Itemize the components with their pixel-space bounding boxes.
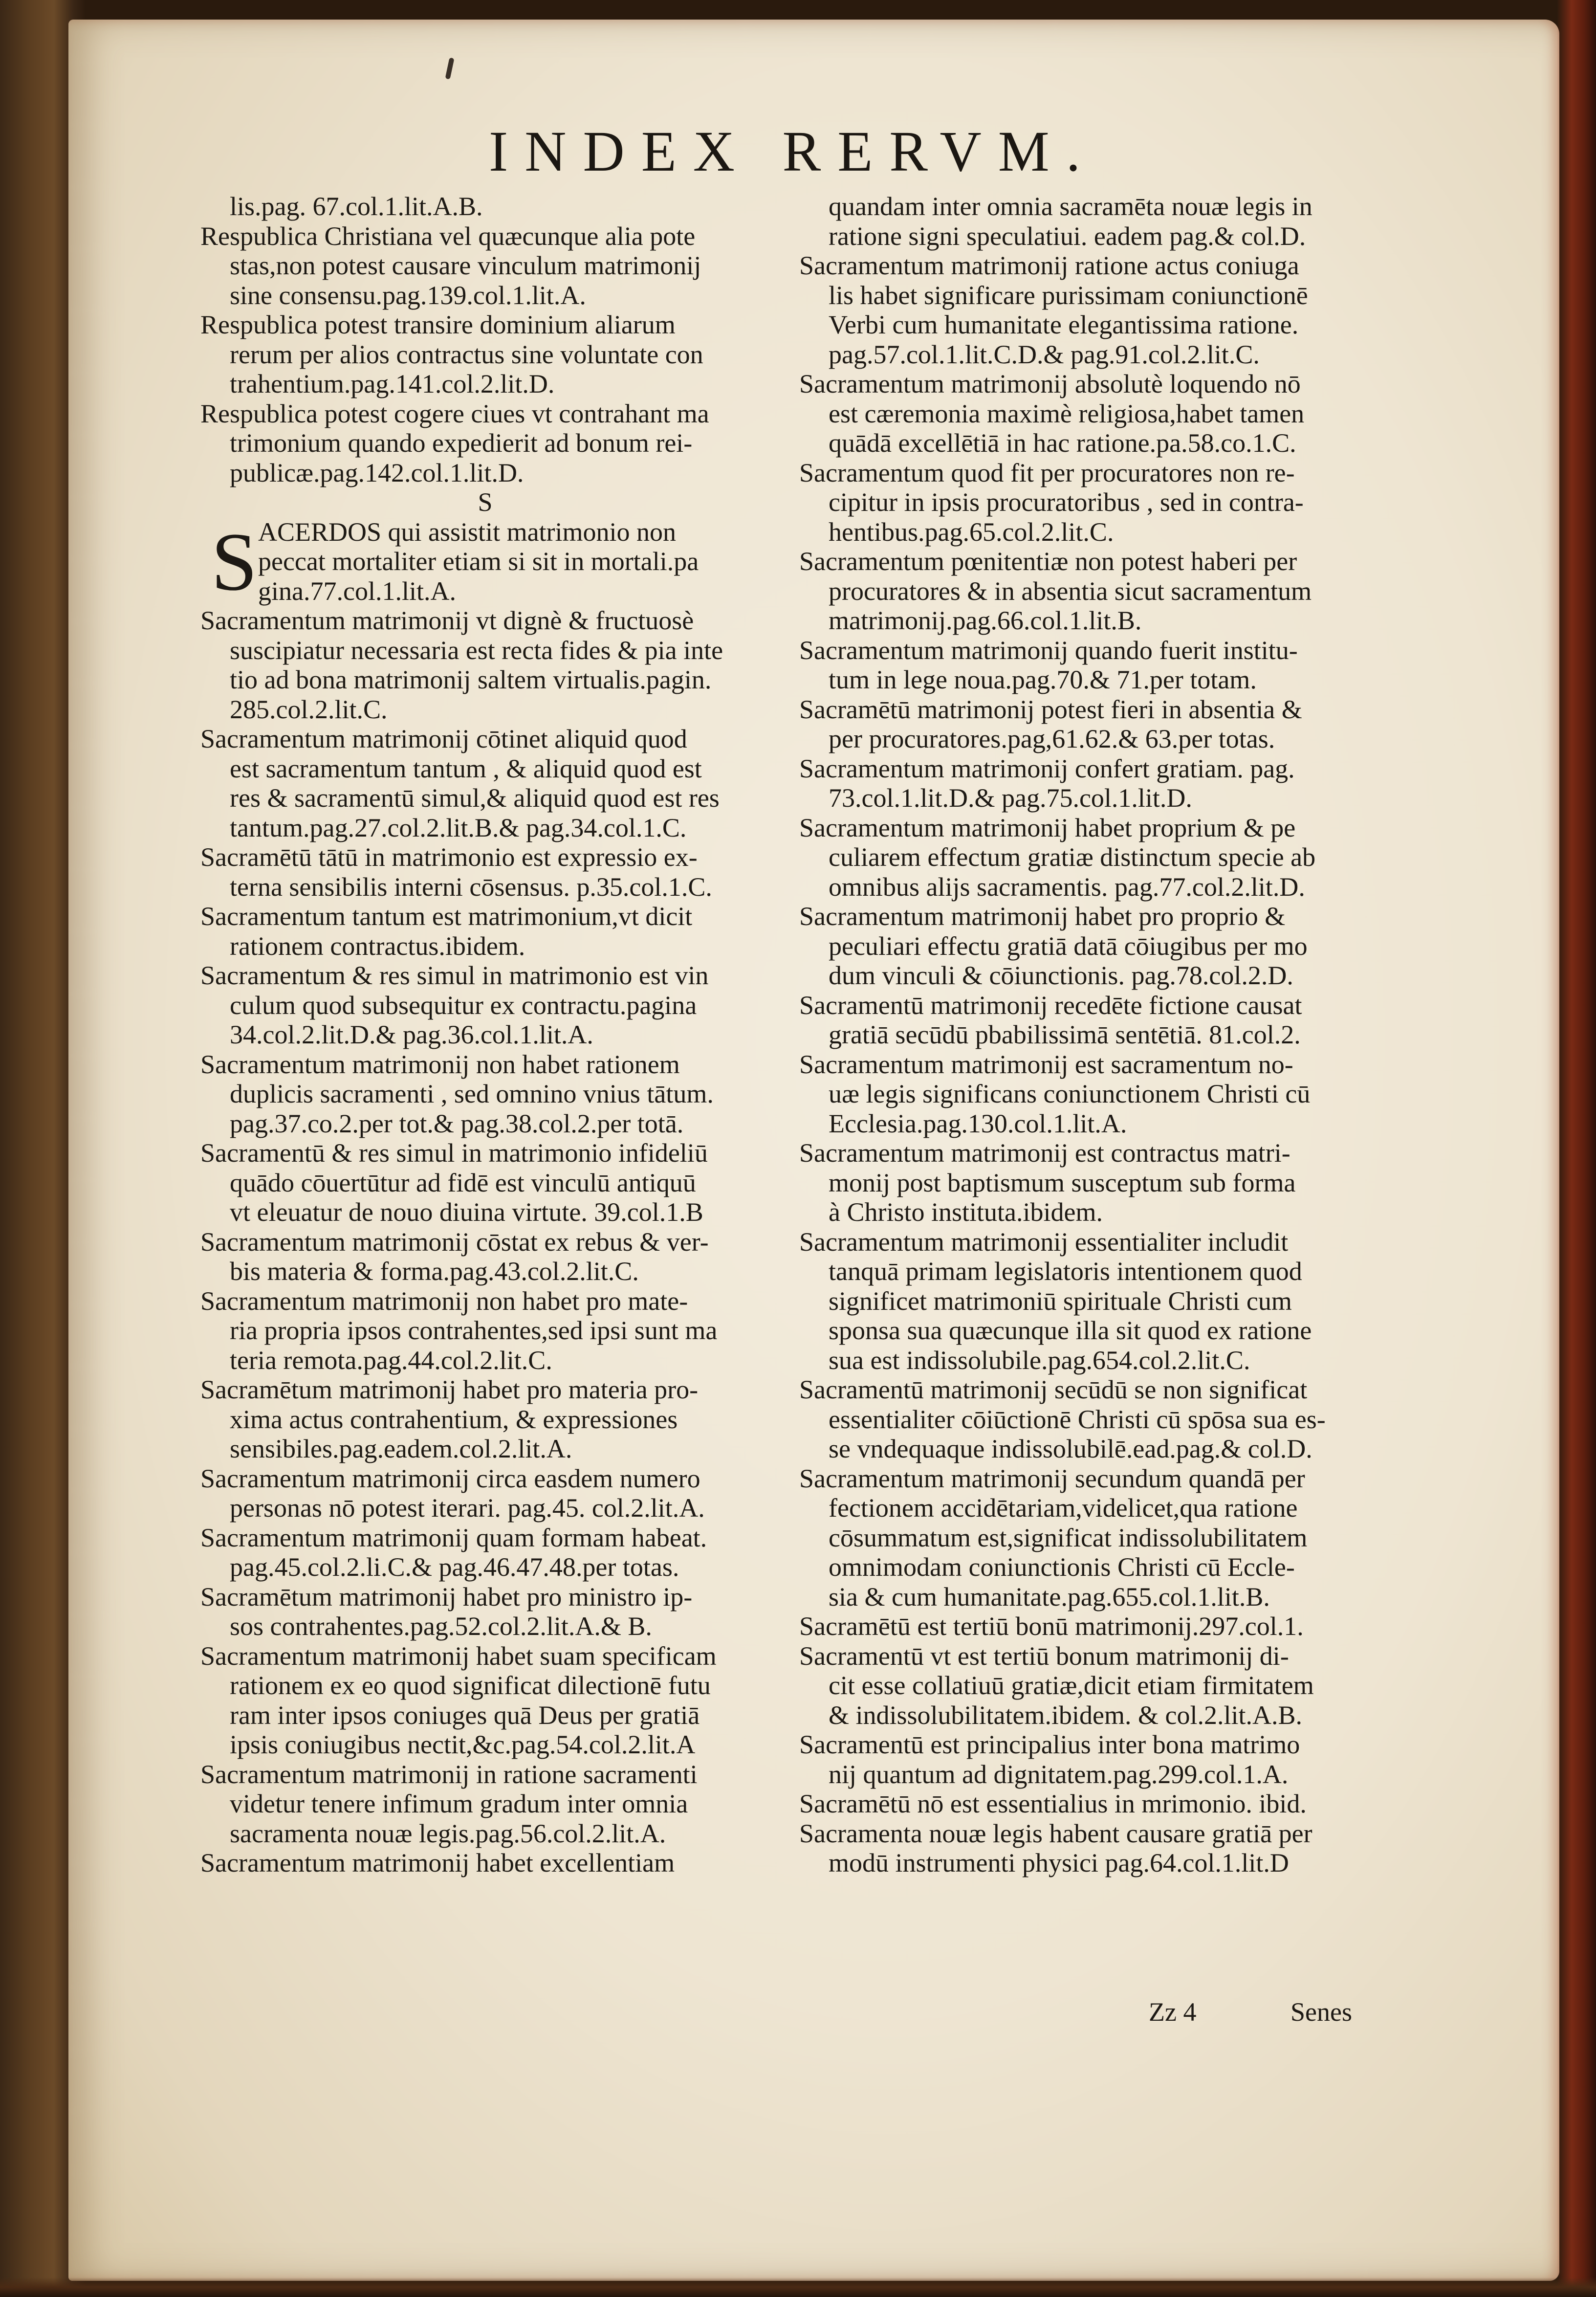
section-letter: S [478, 487, 493, 517]
entry-line: publicæ.pag.142.col.1.lit.D. [230, 458, 524, 487]
entry-line: Sacramētum matrimonij habet pro materia pro- [200, 1375, 699, 1404]
entry-line: bis materia & forma.pag.43.col.2.lit.C. [230, 1257, 639, 1286]
entry-line: Sacramētum matrimonij habet pro ministro ip- [200, 1582, 693, 1612]
entry-line: Ecclesia.pag.130.col.1.lit.A. [829, 1108, 1127, 1138]
entry-line: teria remota.pag.44.col.2.lit.C. [230, 1345, 552, 1375]
entry-line: Sacramentum matrimonij ratione actus coniuga [799, 251, 1299, 280]
entry-line: quādā excellētiā in hac ratione.pa.58.co.1.C. [829, 428, 1296, 458]
entry-line: significet matrimoniū spirituale Christi cum [829, 1286, 1292, 1316]
entry-line: Sacramentum matrimonij absolutè loquendo nō [799, 369, 1301, 398]
entry-line: Sacramentum matrimonij est sacramentum no- [799, 1049, 1293, 1079]
entry-line: nij quantum ad dignitatem.pag.299.col.1.A. [829, 1759, 1289, 1789]
entry-line: Sacramētū est tertiū bonū matrimonij.297.col.1. [799, 1612, 1304, 1641]
page-bottom-edge [0, 2277, 1596, 2297]
index-entry [799, 695, 1374, 754]
entry-line: tantum.pag.27.col.2.lit.B.& pag.34.col.1.C. [230, 813, 687, 842]
index-entry [799, 458, 1374, 547]
entry-line: res & sacramentū simul,& aliquid quod est res [230, 783, 720, 813]
entry-line: Sacramenta nouæ legis habent causare gratiā per [799, 1818, 1312, 1848]
entry-line: per procuratores.pag,61.62.& 63.per totas. [829, 724, 1275, 753]
entry-line: fectionem accidētariam,videlicet,qua ratione [829, 1493, 1298, 1523]
entry-line: peculiari effectu gratiā datā cōiugibus per mo [829, 931, 1308, 961]
entry-line: à Christo instituta.ibidem. [829, 1197, 1103, 1227]
index-entry [799, 636, 1374, 695]
index-entry [799, 192, 1374, 251]
entry-line: tanquā primam legislatoris intentionem quod [829, 1257, 1302, 1286]
entry-line: Sacramētū nō est essentialius in mrimonio. ibid. [799, 1789, 1307, 1818]
entry-line: pag.57.col.1.lit.C.D.& pag.91.col.2.lit.C. [829, 339, 1260, 369]
entry-line: Sacramentum & res simul in matrimonio est vin [200, 961, 709, 990]
entry-line: Sacramentum matrimonij essentialiter includit [799, 1227, 1289, 1257]
entry-line: Sacramentū matrimonij secūdū se non significat [799, 1375, 1308, 1404]
entry-line: Sacramentum matrimonij habet excellentiam [200, 1848, 675, 1877]
entry-line: ipsis coniugibus nectit,&c.pag.54.col.2.lit.A [230, 1730, 696, 1759]
entry-line: quādo cōuertūtur ad fidē est vinculū antiquū [230, 1168, 696, 1197]
entry-line: Sacramentum matrimonij habet proprium & pe [799, 813, 1296, 842]
entry-line: Sacramentum matrimonij non habet rationem [200, 1049, 680, 1079]
index-entry [799, 1464, 1374, 1612]
index-entry [799, 1050, 1374, 1139]
index-entry [799, 1612, 1374, 1641]
entry-line: sia & cum humanitate.pag.655.col.1.lit.B. [829, 1582, 1270, 1612]
index-entry [799, 251, 1374, 369]
index-entry [799, 369, 1374, 458]
entry-line: uæ legis significans coniunctionem Christi cū [829, 1079, 1311, 1108]
entry-line: Sacramentū vt est tertiū bonum matrimonij di- [799, 1641, 1289, 1671]
entry-line: modū instrumenti physici pag.64.col.1.lit.D [829, 1848, 1289, 1877]
index-entry [200, 724, 770, 842]
entry-line: vt eleuatur de nouo diuina virtute. 39.col.1.B [230, 1197, 703, 1227]
index-entry [799, 1641, 1374, 1730]
entry-line: ram inter ipsos coniuges quā Deus per gratiā [230, 1700, 700, 1730]
index-entry [200, 1286, 770, 1375]
entry-line: Sacramentum quod fit per procuratores non re- [799, 458, 1295, 487]
entry-line: duplicis sacramenti , sed omnino vnius tātum. [230, 1079, 714, 1108]
index-entry [200, 399, 770, 488]
entry-line: Sacramentū & res simul in matrimonio infideliū [200, 1138, 708, 1168]
entry-line: stas,non potest causare vinculum matrimonij [230, 251, 701, 280]
index-entry [200, 221, 770, 310]
left-column [200, 192, 770, 1878]
entry-line: Sacramentum tantum est matrimonium,vt dicit [200, 902, 693, 931]
entry-line: Sacramentum matrimonij non habet pro mate- [200, 1286, 688, 1316]
entry-line: peccat mortaliter etiam si sit in mortali.pa [258, 547, 699, 576]
entry-line: omnimodam coniunctionis Christi cū Eccle- [829, 1552, 1295, 1582]
index-entry [200, 1375, 770, 1464]
entry-line: Sacramentum matrimonij habet suam specificam [200, 1641, 717, 1671]
entry-line: rerum per alios contractus sine voluntate con [230, 339, 703, 369]
index-entry [200, 192, 770, 221]
entry-line: Sacramētū tātū in matrimonio est expressio ex- [200, 842, 698, 872]
entry-line: pag.37.co.2.per tot.& pag.38.col.2.per totā. [230, 1108, 684, 1138]
catchword: Senes [1290, 1997, 1352, 2027]
entry-line: trimonium quando expedierit ad bonum rei- [230, 428, 693, 458]
index-entry [200, 1050, 770, 1139]
entry-line: pag.45.col.2.li.C.& pag.46.47.48.per totas. [230, 1552, 679, 1582]
entry-line: Sacramentum matrimonij quam formam habeat. [200, 1523, 707, 1552]
entry-line: suscipiatur necessaria est recta fides & pia inte [230, 635, 723, 665]
entry-line: ACERDOS qui assistit matrimonio non [258, 517, 677, 547]
left-entries-before [200, 192, 770, 487]
right-entries [799, 192, 1374, 1878]
index-entry [799, 1138, 1374, 1227]
entry-line: Sacramentum matrimonij in ratione sacramenti [200, 1759, 698, 1789]
entry-line: Sacramentū est principalius inter bona matrimo [799, 1730, 1300, 1759]
entry-line: Sacramentū matrimonij recedēte fictione causat [799, 990, 1302, 1020]
entry-line: Verbi cum humanitate elegantissima ratione. [829, 310, 1299, 339]
entry-line: Sacramentum matrimonij habet pro proprio & [799, 902, 1286, 931]
entry-line: sine consensu.pag.139.col.1.lit.A. [230, 280, 586, 310]
entry-line: sensibiles.pag.eadem.col.2.lit.A. [230, 1434, 572, 1463]
index-entry [200, 1138, 770, 1227]
entry-line: 34.col.2.lit.D.& pag.36.col.1.lit.A. [230, 1020, 593, 1049]
index-entry [200, 1582, 770, 1641]
entry-line: videtur tenere infimum gradum inter omnia [230, 1789, 688, 1818]
entry-line: gina.77.col.1.lit.A. [258, 576, 456, 606]
entry-line: culum quod subsequitur ex contractu.pagina [230, 990, 697, 1020]
entry-line: personas nō potest iterari. pag.45. col.2.lit.A. [230, 1493, 705, 1523]
index-entry [799, 902, 1374, 991]
index-entry [200, 1227, 770, 1286]
entry-line: Sacramentum matrimonij circa easdem numero [200, 1463, 700, 1493]
ink-stain-mark [445, 57, 455, 79]
entry-line: Sacramentum matrimonij est contractus matri- [799, 1138, 1290, 1168]
entry-line: est sacramentum tantum , & aliquid quod est [230, 753, 702, 783]
entry-line: essentialiter cōiūctionē Christi cū spōsa sua es- [829, 1404, 1326, 1434]
entry-line: Respublica Christiana vel quæcunque alia pote [200, 221, 696, 251]
index-entry [200, 1760, 770, 1849]
left-entries-after [200, 606, 770, 1878]
entry-line: lis.pag. 67.col.1.lit.A.B. [230, 192, 483, 221]
entry-line: gratiā secūdū pbabilissimā sentētiā. 81.col.2. [829, 1020, 1301, 1049]
right-column [799, 192, 1374, 1878]
index-entry [200, 606, 770, 724]
index-entry [799, 1227, 1374, 1375]
entry-line: trahentium.pag.141.col.2.lit.D. [230, 369, 555, 398]
index-entry [799, 754, 1374, 813]
index-entry [799, 547, 1374, 636]
index-entry [200, 961, 770, 1050]
index-entry [799, 1789, 1374, 1819]
index-entry [799, 1375, 1374, 1464]
entry-line: rationem contractus.ibidem. [230, 931, 525, 961]
entry-line: quandam inter omnia sacramēta nouæ legis in [829, 192, 1312, 221]
entry-line: xima actus contrahentium, & expressiones [230, 1404, 678, 1434]
entry-line: Sacramentum matrimonij confert gratiam. pag. [799, 753, 1295, 783]
entry-line: 73.col.1.lit.D.& pag.75.col.1.lit.D. [829, 783, 1192, 813]
entry-line: Sacramentum matrimonij quando fuerit institu- [799, 635, 1298, 665]
entry-line: Sacramentum matrimonij cōstat ex rebus & ver- [200, 1227, 709, 1257]
entry-line: tio ad bona matrimonij saltem virtualis.pagin. [230, 665, 712, 694]
entry-line: omnibus alijs sacramentis. pag.77.col.2.lit.D. [829, 872, 1305, 902]
drop-cap-entry [200, 517, 770, 606]
index-entry [799, 1730, 1374, 1789]
entry-line: tum in lege noua.pag.70.& 71.per totam. [829, 665, 1257, 694]
entry-line: Sacramētū matrimonij potest fieri in absentia & [799, 694, 1302, 724]
entry-line: sua est indissolubile.pag.654.col.2.lit.C. [829, 1345, 1250, 1375]
entry-line: procuratores & in absentia sicut sacramentum [829, 576, 1312, 606]
entry-line: ria propria ipsos contrahentes,sed ipsi sunt ma [230, 1316, 718, 1345]
entry-line: se vndequaque indissolubilē.ead.pag.& col.D. [829, 1434, 1312, 1463]
index-entry [799, 1819, 1374, 1878]
entry-line: Respublica potest cogere ciues vt contrahant ma [200, 398, 709, 428]
signature-mark: Zz 4 [1149, 1997, 1197, 2027]
index-entry [200, 310, 770, 399]
entry-line: cipitur in ipsis procuratoribus , sed in contra- [829, 487, 1304, 517]
entry-line: culiarem effectum gratiæ distinctum specie ab [829, 842, 1316, 872]
entry-line: Respublica potest transire dominium aliarum [200, 310, 676, 339]
entry-line: rationem ex eo quod significat dilectionē futu [230, 1671, 711, 1700]
index-entry [200, 1641, 770, 1760]
entry-line: hentibus.pag.65.col.2.lit.C. [829, 517, 1114, 547]
entry-line: Sacramentum matrimonij secundum quandā per [799, 1463, 1305, 1493]
index-entry [799, 813, 1374, 902]
entry-line: cōsummatum est,significat indissolubilitatem [829, 1523, 1308, 1552]
running-header: INDEX RERVM. [489, 119, 1097, 183]
entry-line: & indissolubilitatem.ibidem. & col.2.lit.A.B. [829, 1700, 1302, 1730]
entry-line: sos contrahentes.pag.52.col.2.lit.A.& B. [230, 1612, 652, 1641]
entry-line: monij post baptismum susceptum sub forma [829, 1168, 1296, 1197]
index-entry [200, 1848, 770, 1878]
index-entry [799, 991, 1374, 1050]
entry-line: terna sensibilis interni cōsensus. p.35.col.1.C. [230, 872, 712, 902]
index-entry [200, 902, 770, 961]
entry-line: sponsa sua quæcunque illa sit quod ex ratione [829, 1316, 1312, 1345]
index-entry [200, 842, 770, 902]
entry-line: ratione signi speculatiui. eadem pag.& col.D. [829, 221, 1306, 251]
entry-line: est cæremonia maximè religiosa,habet tamen [829, 398, 1305, 428]
page-red-edge [1557, 0, 1596, 2297]
entry-line: Sacramentum pœnitentiæ non potest haberi per [799, 547, 1297, 576]
entry-line: dum vinculi & cōiunctionis. pag.78.col.2.D. [829, 961, 1293, 990]
entry-line: Sacramentum matrimonij vt dignè & fructuosè [200, 606, 694, 635]
entry-line: Sacramentum matrimonij cōtinet aliquid quod [200, 724, 687, 753]
entry-line: cit esse collatiuū gratiæ,dicit etiam firmitatem [829, 1671, 1314, 1700]
entry-line: matrimonij.pag.66.col.1.lit.B. [829, 606, 1142, 635]
index-entry [200, 1523, 770, 1582]
entry-line: sacramenta nouæ legis.pag.56.col.2.lit.A. [230, 1818, 666, 1848]
index-entry [200, 1464, 770, 1523]
entry-line: 285.col.2.lit.C. [230, 694, 388, 724]
entry-line: lis habet significare purissimam coniunctionē [829, 280, 1308, 310]
drop-cap-letter: S [211, 515, 258, 608]
